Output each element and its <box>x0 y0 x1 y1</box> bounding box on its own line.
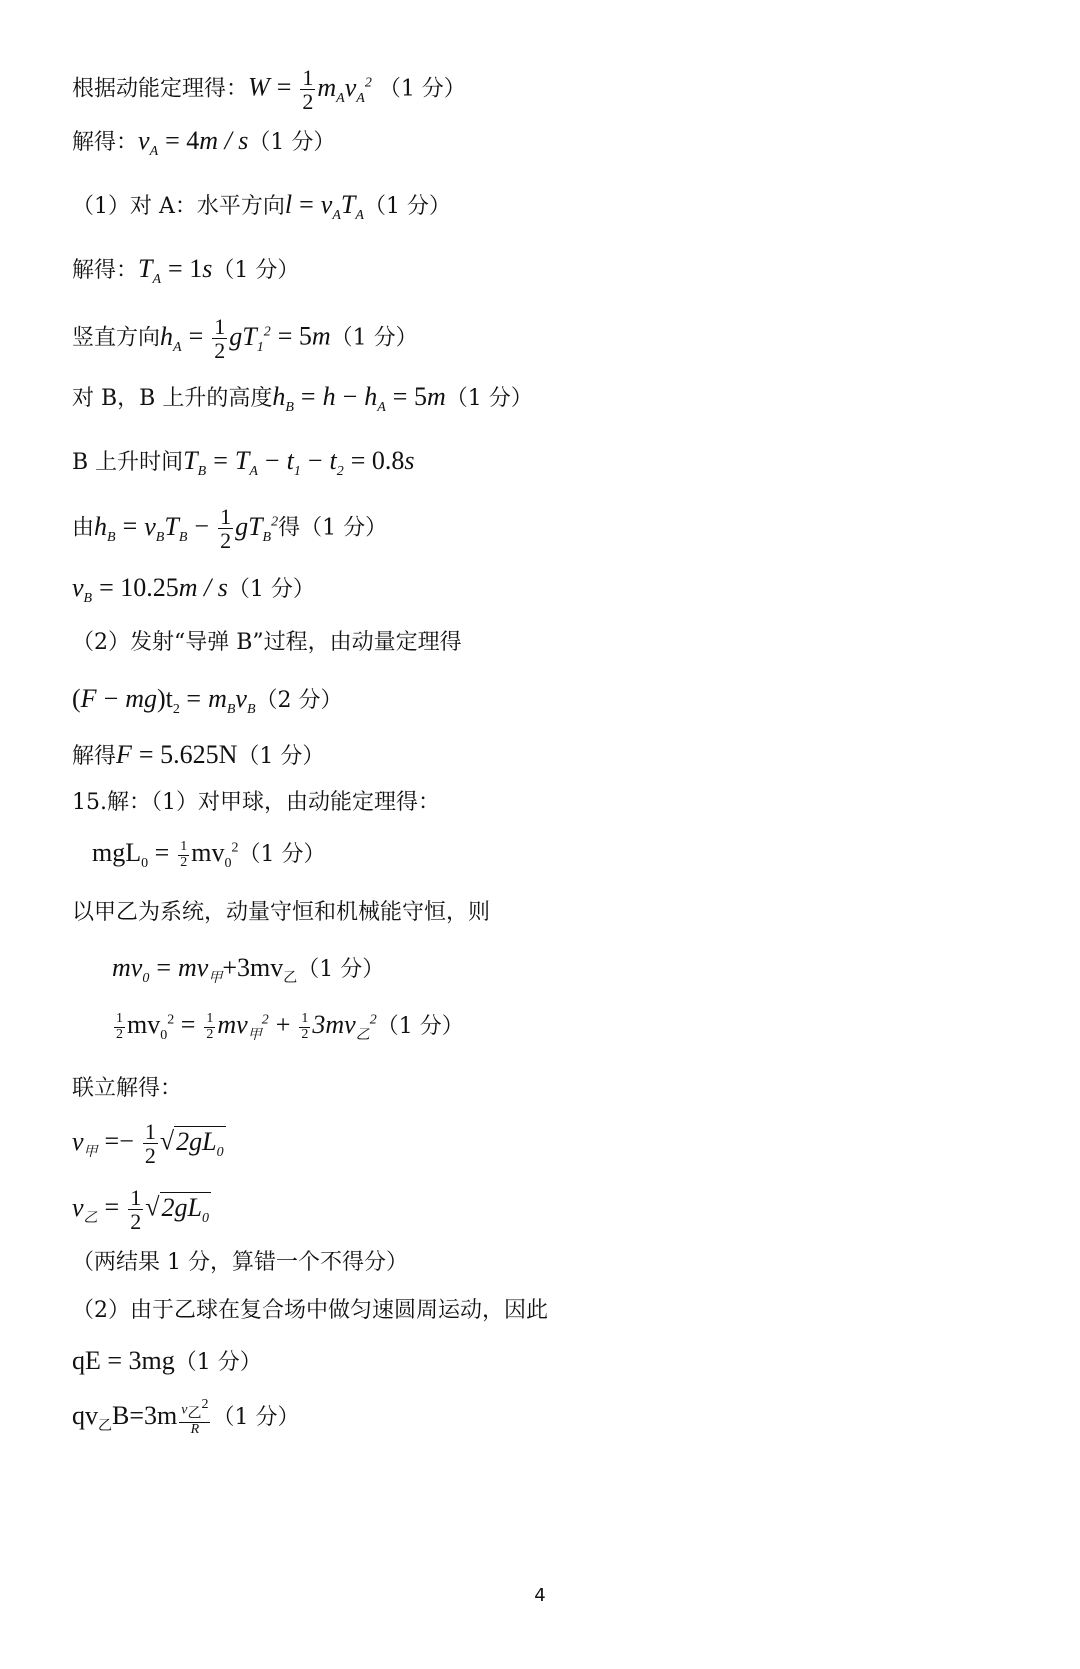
line-6: 对 B，B 上升的高度$h_B = h - h_A = 5m(1$ 分） <box>72 382 533 416</box>
line-20: $v_乙$ = $\frac{1}{2}$ $√2gL_0$ <box>72 1185 209 1235</box>
line-4: 解得：$T_A = 1s(1$ 分） <box>72 254 300 288</box>
line-21: （两结果 1 分，算错一个不得分） <box>72 1250 408 1275</box>
line-2: 解得：$v_A = 4m / s(1$ 分） <box>72 126 336 160</box>
line-7: B 上升时间$T_B = T_A - t_1 - t_2 = 0.8s$ <box>72 446 415 480</box>
line-9: $v_B = 10.25m / s(1$ 分） <box>72 573 315 607</box>
line-17: $\frac{1}{2}$ $mv_0^2$ = $\frac{1}{2}$ $mv_甲^2$ + $\frac{1}{2}$ $3mv_乙^2(1$ 分） <box>116 1010 464 1044</box>
line-10: （2）发射“导弹 B”过程，由动量定理得 <box>72 630 462 655</box>
line-1: 根据动能定理得：W = $\frac{1}{2}$ $m_Av_A^2$ （1 分） <box>72 65 466 115</box>
fraction: $\frac{v_乙^2}{R}$ <box>181 1397 209 1438</box>
fraction: $\frac{1}{2}$ <box>180 839 188 870</box>
line-13: 15.解：（1）对甲球，由动能定理得： <box>72 790 440 815</box>
line-5: 竖直方向$h_A$ = $\frac{1}{2}$ $gT_1^2 = 5m(1$ 分） <box>72 314 418 364</box>
fraction: $\frac{1}{2}$ <box>214 314 226 364</box>
line-23: qE = 3mg（1 分） <box>72 1346 262 1375</box>
line-19: $v_甲$ =− $\frac{1}{2}$ $√2gL_0$ <box>72 1119 224 1169</box>
page-number: 4 <box>534 1585 546 1606</box>
fraction: $\frac{1}{2}$ <box>302 65 314 115</box>
line-22: （2）由于乙球在复合场中做匀速圆周运动，因此 <box>72 1298 548 1323</box>
line-11: $(F - mg)t_2 = m_Bv_B(2$ 分） <box>72 684 343 718</box>
line-12: 解得F = 5.625N（1 分） <box>72 740 325 769</box>
line-18: 联立解得： <box>72 1076 183 1101</box>
fraction: $\frac{1}{2}$ <box>220 504 232 554</box>
fraction: $\frac{1}{2}$ <box>301 1011 309 1042</box>
line-15: 以甲乙为系统，动量守恒和机械能守恒，则 <box>72 900 491 925</box>
line-16: $mv_0 = mv_甲+3mv_乙(1$ 分） <box>112 953 385 987</box>
fraction: $\frac{1}{2}$ <box>206 1011 214 1042</box>
line-8: 由$h_B = v_BT_B$ − $\frac{1}{2}$ $gT_B^2$得（1 分） <box>72 504 388 554</box>
fraction: $\frac{1}{2}$ <box>116 1011 123 1042</box>
line-14: mgL$_0$ = $\frac{1}{2}$ $mv_0^2(1$ 分） <box>92 838 326 872</box>
line-3: （1）对 A：水平方向$l = v_AT_A(1$ 分） <box>72 190 451 224</box>
fraction: $\frac{1}{2}$ <box>130 1185 142 1235</box>
line-24: $qv_乙B=3m$ $\frac{v_乙^2}{R}$ （1 分） <box>72 1397 300 1438</box>
fraction: $\frac{1}{2}$ <box>144 1119 156 1169</box>
